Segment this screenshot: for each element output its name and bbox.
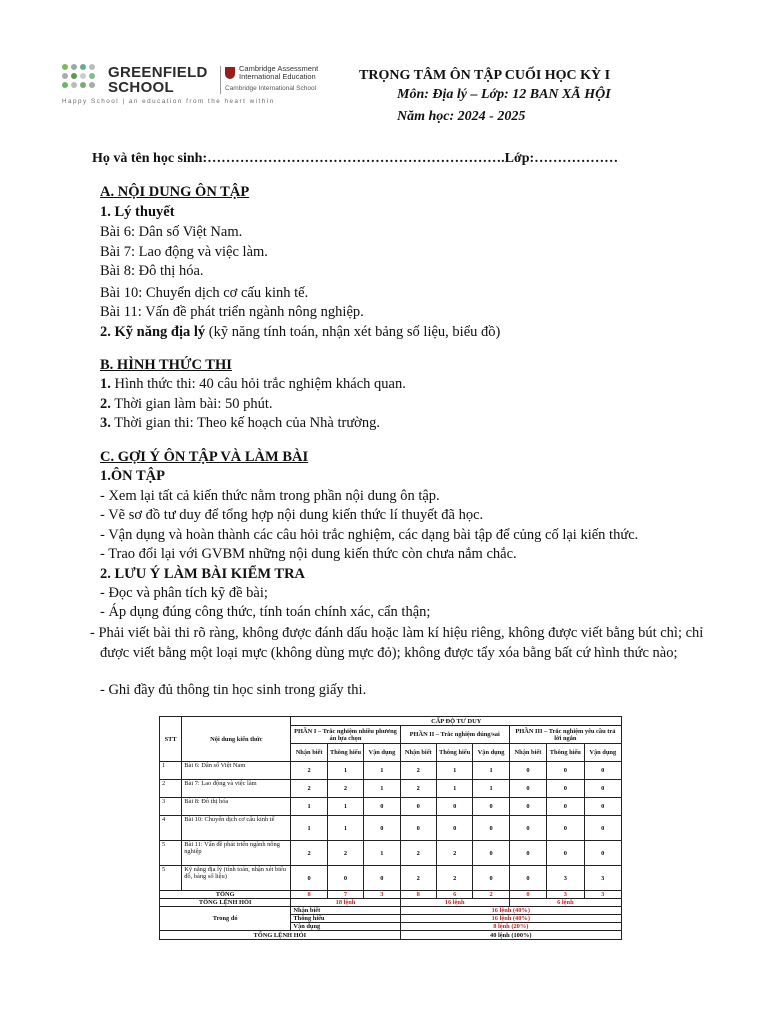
skills-desc: (kỹ năng tính toán, nhận xét bảng số liệu, biểu đồ) <box>205 324 501 340</box>
exam-format-item <box>100 415 380 432</box>
row-value: 0 <box>364 798 400 816</box>
row-value: 1 <box>327 798 363 816</box>
lesson-item: Bài 11: Vấn đề phát triển ngành nông nghiệp. <box>100 304 364 320</box>
level-apply: Vận dụng <box>473 744 509 762</box>
logo-dots-icon <box>62 64 102 98</box>
row-value: 2 <box>400 866 436 891</box>
total-cell: 3 <box>547 891 584 899</box>
row-value: 0 <box>400 798 436 816</box>
table-row <box>160 816 622 841</box>
row-value: 0 <box>584 762 621 780</box>
part1-commands: 18 lệnh <box>291 899 400 907</box>
level-apply: Vận dụng <box>584 744 621 762</box>
logo-divider <box>220 66 221 94</box>
row-value: 1 <box>364 780 400 798</box>
section-b-title: B. HÌNH THỨC THI <box>100 357 232 373</box>
row-stt: 4 <box>160 816 182 841</box>
row-value: 2 <box>436 841 472 866</box>
row-content: Bài 10: Chuyển dịch cơ cấu kinh tế <box>182 816 291 841</box>
cambridge-school-label: Cambridge International School <box>225 85 317 92</box>
row-stt: 3 <box>160 798 182 816</box>
row-value: 1 <box>473 762 509 780</box>
skills-label: 2. Kỹ năng địa lý <box>100 324 206 340</box>
row-value: 0 <box>364 866 400 891</box>
part3-commands: 6 lệnh <box>509 899 621 907</box>
breakdown-value: 16 lệnh (40%) <box>400 907 621 915</box>
level-understand: Thông hiểu <box>327 744 363 762</box>
row-value: 2 <box>400 762 436 780</box>
item-text: Hình thức thi: 40 câu hỏi trắc nghiệm khách quan. <box>110 376 406 392</box>
lesson-item: Bài 7: Lao động và việc làm. <box>100 244 268 260</box>
row-value: 0 <box>547 798 584 816</box>
breakdown-level: Nhận biết <box>291 907 400 915</box>
subject-line: Môn: Địa lý – Lớp: 12 BAN XÃ HỘI <box>397 87 611 102</box>
row-value: 0 <box>584 780 621 798</box>
row-value: 0 <box>291 866 327 891</box>
review-item: - Vận dụng và hoàn thành các câu hỏi trắc nghiệm, các dạng bài tập để củng cố lại kiến thức. <box>100 527 639 543</box>
row-value: 2 <box>291 762 327 780</box>
cambridge-name: Cambridge Assessment International Education <box>239 64 319 81</box>
row-value: 0 <box>547 841 584 866</box>
breakdown-level: Thông hiểu <box>291 915 400 923</box>
header-content: Nội dung kiến thức <box>182 717 291 762</box>
exam-note: - Đọc và phân tích kỹ đề bài; <box>100 585 268 601</box>
review-item: - Xem lại tất cả kiến thức nằm trong phần nội dung ôn tập. <box>100 488 440 504</box>
total-cell: 0 <box>509 891 546 899</box>
section-c-title: C. GỢI Ý ÔN TẬP VÀ LÀM BÀI <box>100 449 309 465</box>
level-understand: Thông hiểu <box>436 744 472 762</box>
row-stt: 5 <box>160 866 182 891</box>
table-row <box>160 866 622 891</box>
row-value: 0 <box>473 866 509 891</box>
row-value: 2 <box>291 780 327 798</box>
row-value: 0 <box>436 816 472 841</box>
header-stt: STT <box>160 717 182 762</box>
row-value: 0 <box>473 841 509 866</box>
row-value: 1 <box>436 762 472 780</box>
row-value: 3 <box>584 866 621 891</box>
total-cell: 8 <box>291 891 327 899</box>
row-value: 1 <box>473 780 509 798</box>
total-label: TỔNG <box>160 891 291 899</box>
item-number: 1. <box>100 376 111 392</box>
breakdown-label: Trong đó <box>160 907 291 931</box>
total-cell: 2 <box>473 891 509 899</box>
row-value: 0 <box>364 816 400 841</box>
review-item: - Trao đổi lại với GVBM những nội dung kiến thức còn chưa nắm chắc. <box>100 546 517 562</box>
exam-note: - Ghi đầy đủ thông tin học sinh trong giấy thi. <box>100 682 367 698</box>
item-number: 2. <box>100 396 111 412</box>
row-value: 0 <box>436 798 472 816</box>
level-understand: Thông hiểu <box>547 744 584 762</box>
item-text: Thời gian làm bài: 50 phút. <box>110 396 273 412</box>
row-content: Kỹ năng địa lý (tính toán, nhận xét biểu đồ, bảng số liệu) <box>182 866 291 891</box>
row-value: 0 <box>473 798 509 816</box>
part2-commands: 16 lệnh <box>400 899 509 907</box>
table-row <box>160 841 622 866</box>
level-recognize: Nhận biết <box>291 744 327 762</box>
row-value: 0 <box>509 866 546 891</box>
row-value: 0 <box>547 780 584 798</box>
row-value: 0 <box>547 816 584 841</box>
level-recognize: Nhận biết <box>400 744 436 762</box>
row-content: Bài 11: Vấn đề phát triển ngành nông nghiệp <box>182 841 291 866</box>
row-value: 0 <box>509 762 546 780</box>
header-part1: PHẦN I – Trắc nghiệm nhiều phương án lựa chọn <box>291 726 400 744</box>
exam-note: - Áp dụng đúng công thức, tính toán chính xác, cẩn thận; <box>100 604 431 620</box>
row-value: 0 <box>400 816 436 841</box>
row-content: Bài 6: Dân số Việt Nam <box>182 762 291 780</box>
table-row <box>160 762 622 780</box>
grand-total-value: 40 lệnh (100%) <box>400 931 621 940</box>
row-value: 1 <box>327 816 363 841</box>
lesson-item: Bài 10: Chuyển dịch cơ cấu kinh tế. <box>100 285 309 301</box>
row-value: 1 <box>364 762 400 780</box>
table-row <box>160 780 622 798</box>
section-a-sub1: 1. Lý thuyết <box>100 204 175 220</box>
row-value: 1 <box>364 841 400 866</box>
exam-matrix-table <box>159 716 622 940</box>
school-year: Năm học: 2024 - 2025 <box>397 109 526 124</box>
row-stt: 5 <box>160 841 182 866</box>
row-value: 0 <box>584 816 621 841</box>
cambridge-shield-icon <box>225 67 235 79</box>
row-content: Bài 8: Đô thị hóa <box>182 798 291 816</box>
grand-total-label: TỔNG LỆNH HỎI <box>160 931 401 940</box>
exam-note-long: - Phải viết bài thi rõ ràng, không được đánh dấu hoặc làm kí hiệu riêng, không được viết bằng bút chì; chỉ được viết bằng một loại mực (không dùng mực đỏ); không được tẩy xóa bằng bất cứ hình thức nào; <box>90 625 704 661</box>
item-text: Thời gian thi: Theo kế hoạch của Nhà trường. <box>110 415 380 431</box>
row-value: 0 <box>473 816 509 841</box>
total-cell: 3 <box>364 891 400 899</box>
row-value: 0 <box>584 841 621 866</box>
section-c-sub2: 2. LƯU Ý LÀM BÀI KIỂM TRA <box>100 566 306 582</box>
row-value: 2 <box>327 841 363 866</box>
row-value: 2 <box>400 780 436 798</box>
row-value: 0 <box>509 798 546 816</box>
school-logo <box>60 62 322 108</box>
table-row <box>160 798 622 816</box>
breakdown-level: Vận dụng <box>291 923 400 931</box>
row-value: 0 <box>327 866 363 891</box>
review-item: - Vẽ sơ đồ tư duy để tổng hợp nội dung kiến thức lí thuyết đã học. <box>100 507 484 523</box>
row-value: 2 <box>291 841 327 866</box>
exam-format-item <box>100 376 406 393</box>
row-value: 1 <box>327 762 363 780</box>
row-value: 0 <box>509 780 546 798</box>
row-value: 2 <box>400 841 436 866</box>
level-recognize: Nhận biết <box>509 744 546 762</box>
row-stt: 1 <box>160 762 182 780</box>
level-apply: Vận dụng <box>364 744 400 762</box>
total-cell: 3 <box>584 891 621 899</box>
row-content: Bài 7: Lao động và việc làm <box>182 780 291 798</box>
row-value: 0 <box>547 762 584 780</box>
row-value: 3 <box>547 866 584 891</box>
row-value: 2 <box>436 866 472 891</box>
item-number: 3. <box>100 415 111 431</box>
row-value: 0 <box>509 841 546 866</box>
document-title: TRỌNG TÂM ÔN TẬP CUỐI HỌC KỲ I <box>359 68 611 83</box>
breakdown-value: 8 lệnh (20%) <box>400 923 621 931</box>
section-c-sub1: 1.ÔN TẬP <box>100 468 165 484</box>
row-stt: 2 <box>160 780 182 798</box>
row-value: 1 <box>436 780 472 798</box>
lesson-item: Bài 8: Đô thị hóa. <box>100 263 204 279</box>
header-part2: PHẦN II – Trắc nghiệm đúng/sai <box>400 726 509 744</box>
section-a-sub2 <box>100 324 500 341</box>
lesson-item: Bài 6: Dân số Việt Nam. <box>100 224 243 240</box>
row-value: 0 <box>584 798 621 816</box>
school-name: GREENFIELD SCHOOL <box>108 64 208 96</box>
exam-format-item <box>100 396 273 413</box>
section-a-title: A. NỘI DUNG ÔN TẬP <box>100 184 250 200</box>
header-levels: CẤP ĐỘ TƯ DUY <box>291 717 622 726</box>
row-value: 1 <box>291 798 327 816</box>
total-cell: 8 <box>400 891 436 899</box>
row-value: 0 <box>509 816 546 841</box>
total-commands-label: TỔNG LỆNH HỎI <box>160 899 291 907</box>
header-part3: PHẦN III – Trắc nghiệm yêu cầu trả lời ngắn <box>509 726 621 744</box>
breakdown-value: 16 lệnh (40%) <box>400 915 621 923</box>
row-value: 2 <box>327 780 363 798</box>
student-info-line: Họ và tên học sinh:……………………………………………………….Lớp:……………… <box>92 151 619 166</box>
total-cell: 6 <box>436 891 472 899</box>
row-value: 1 <box>291 816 327 841</box>
school-tagline: Happy School | an education from the heart within <box>62 98 275 105</box>
total-cell: 7 <box>327 891 363 899</box>
